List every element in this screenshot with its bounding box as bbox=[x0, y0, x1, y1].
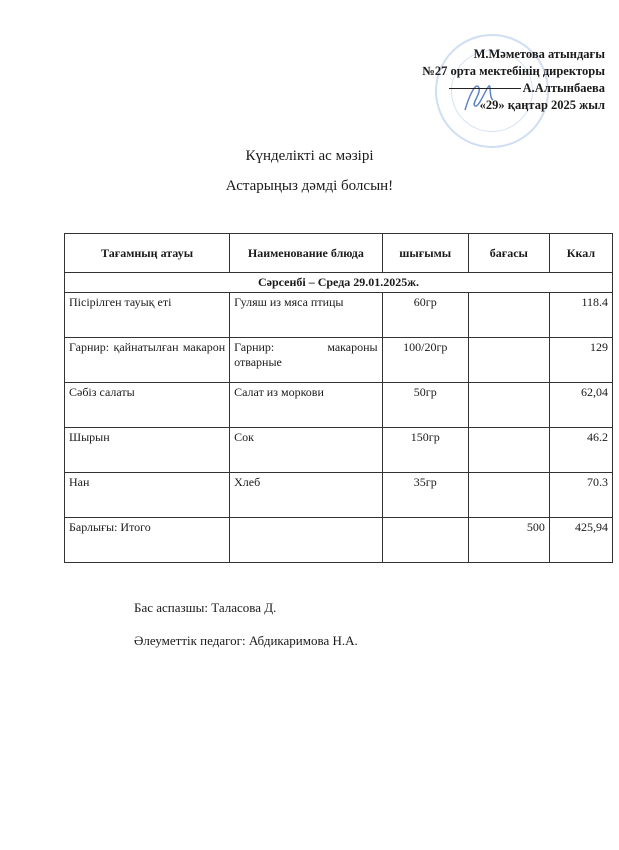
approval-date: «29» қаңтар 2025 жыл bbox=[479, 98, 605, 112]
table-row bbox=[65, 383, 613, 428]
signature-line bbox=[449, 88, 521, 89]
dish-output: 150гр bbox=[382, 428, 468, 473]
dish-output: 60гр bbox=[382, 293, 468, 338]
page-title: Күнделікті ас мәзірі bbox=[245, 148, 374, 164]
dish-name-ru: Хлеб bbox=[230, 473, 383, 518]
total-row bbox=[65, 518, 613, 563]
dish-kcal: 70.3 bbox=[549, 473, 612, 518]
table-row bbox=[65, 338, 613, 383]
dish-price bbox=[468, 428, 549, 473]
header-name-kz: Тағамның атауы bbox=[65, 234, 230, 273]
approval-position: №27 орта мектебінің директоры bbox=[422, 64, 605, 78]
approval-block bbox=[335, 46, 605, 114]
approval-school: М.Мәметова атындағы bbox=[473, 47, 605, 61]
dish-name-ru: Гуляш из мяса птицы bbox=[230, 293, 383, 338]
table-row bbox=[65, 473, 613, 518]
dish-name-kz: Сәбіз салаты bbox=[65, 383, 230, 428]
dish-name-kz: Нан bbox=[65, 473, 230, 518]
chef-signature-line: Бас аспазшы: Таласова Д. bbox=[134, 600, 277, 615]
dish-kcal: 118.4 bbox=[549, 293, 612, 338]
total-label: Барлығы: Итого bbox=[65, 518, 230, 563]
dish-name-kz: Шырын bbox=[65, 428, 230, 473]
dish-output: 100/20гр bbox=[382, 338, 468, 383]
dish-price bbox=[468, 383, 549, 428]
table-row bbox=[65, 428, 613, 473]
approval-director bbox=[335, 80, 605, 97]
dish-name-ru: Салат из моркови bbox=[230, 383, 383, 428]
dish-price bbox=[468, 338, 549, 383]
dish-name-kz: Пісірілген тауық еті bbox=[65, 293, 230, 338]
total-kcal: 425,94 bbox=[549, 518, 612, 563]
header-price: бағасы bbox=[468, 234, 549, 273]
pedagogue-signature-line: Әлеуметтік педагог: Абдикаримова Н.А. bbox=[134, 633, 358, 648]
dish-kcal: 46.2 bbox=[549, 428, 612, 473]
approval-director-name: А.Алтынбаева bbox=[522, 81, 605, 95]
dish-output: 35гр bbox=[382, 473, 468, 518]
dish-name-ru: Сок bbox=[230, 428, 383, 473]
table-header-row bbox=[65, 234, 613, 273]
dish-output: 50гр bbox=[382, 383, 468, 428]
header-kcal: Ккал bbox=[549, 234, 612, 273]
dish-name-ru: Гарнир: макароны отварные bbox=[230, 338, 383, 383]
dish-kcal: 129 bbox=[549, 338, 612, 383]
page-subtitle: Астарыңыз дәмді болсын! bbox=[225, 178, 394, 194]
total-empty bbox=[230, 518, 383, 563]
header-name-ru: Наименование блюда bbox=[230, 234, 383, 273]
header-output: шығымы bbox=[382, 234, 468, 273]
total-empty bbox=[382, 518, 468, 563]
dish-price bbox=[468, 293, 549, 338]
dish-name-kz: Гарнир: қайнатылған макарон bbox=[65, 338, 230, 383]
table-row bbox=[65, 293, 613, 338]
dish-price bbox=[468, 473, 549, 518]
menu-table bbox=[64, 233, 613, 563]
dish-kcal: 62,04 bbox=[549, 383, 612, 428]
day-row bbox=[65, 273, 613, 293]
total-price: 500 bbox=[468, 518, 549, 563]
day-label: Сәрсенбі – Среда 29.01.2025ж. bbox=[65, 273, 613, 293]
